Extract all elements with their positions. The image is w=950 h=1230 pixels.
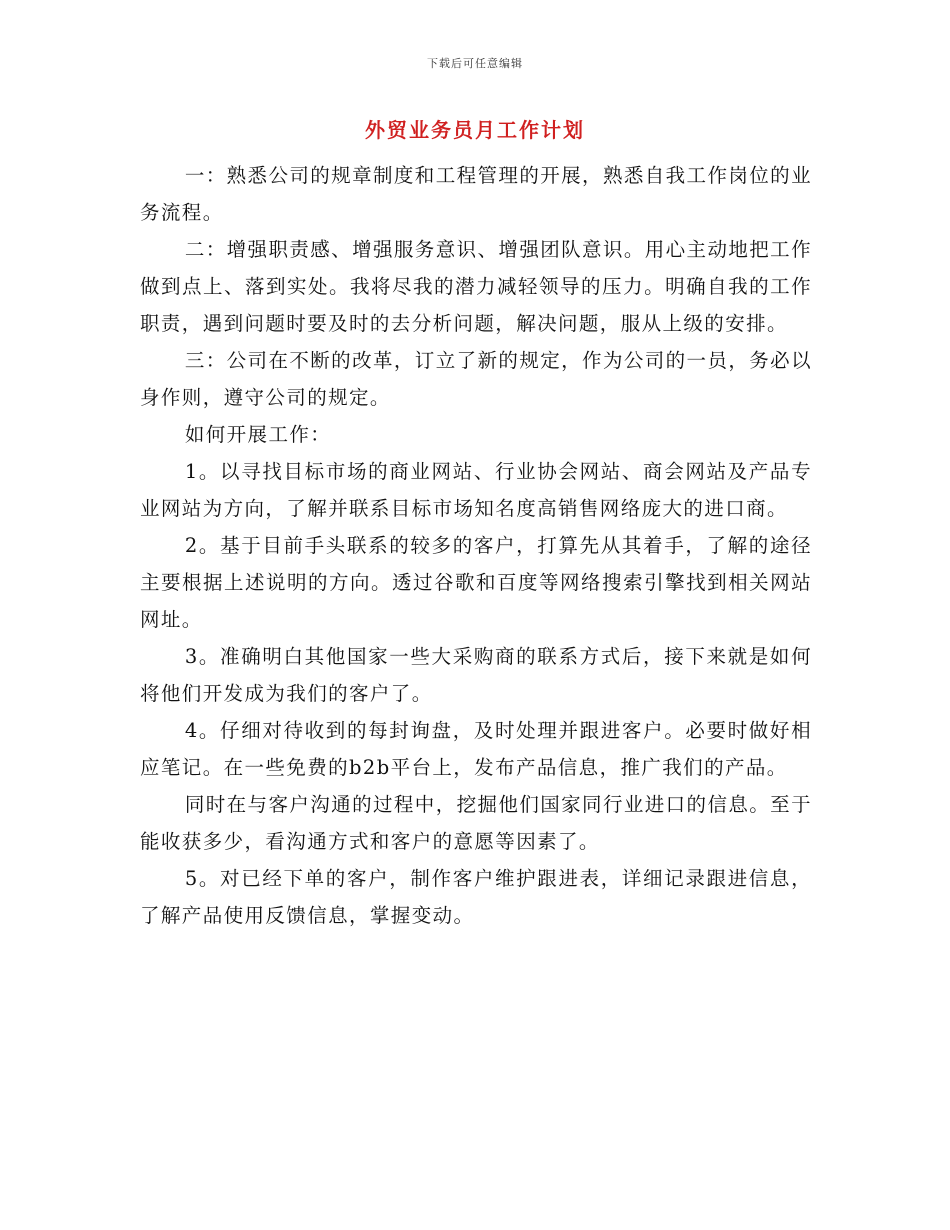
paragraph-2: 二：增强职责感、增强服务意识、增强团队意识。用心主动地把工作做到点上、落到实处。我将尽我的潜力减轻领导的压力。明确自我的工作职责，遇到问题时要及时的去分析问题，解决问题，服从上级的安排。 <box>140 238 812 335</box>
paragraph-3: 三：公司在不断的改革，订立了新的规定，作为公司的一员，务必以身作则，遵守公司的规定。 <box>140 349 812 409</box>
paragraph-7: 3。准确明白其他国家一些大采购商的联系方式后，接下来就是如何将他们开发成为我们的客户了。 <box>140 645 812 705</box>
document-title: 外贸业务员月工作计划 <box>365 118 585 142</box>
paragraph-1: 一：熟悉公司的规章制度和工程管理的开展，熟悉自我工作岗位的业务流程。 <box>140 164 812 224</box>
paragraph-5: 1。以寻找目标市场的商业网站、行业协会网站、商会网站及产品专业网站为方向，了解并联系目标市场知名度高销售网络庞大的进口商。 <box>140 460 812 520</box>
paragraph-10: 5。对已经下单的客户，制作客户维护跟进表，详细记录跟进信息，了解产品使用反馈信息，掌握变动。 <box>140 867 812 927</box>
header-note: 下载后可任意编辑 <box>427 57 523 70</box>
paragraph-6: 2。基于目前手头联系的较多的客户，打算先从其着手，了解的途径主要根据上述说明的方向。透过谷歌和百度等网络搜索引擎找到相关网站网址。 <box>140 534 812 631</box>
document-body <box>140 157 812 934</box>
paragraph-9: 同时在与客户沟通的过程中，挖掘他们国家同行业进口的信息。至于能收获多少，看沟通方式和客户的意愿等因素了。 <box>140 793 812 853</box>
paragraph-4: 如何开展工作： <box>184 423 332 446</box>
paragraph-8: 4。仔细对待收到的每封询盘，及时处理并跟进客户。必要时做好相应笔记。在一些免费的b2b平台上，发布产品信息，推广我们的产品。 <box>140 719 812 779</box>
